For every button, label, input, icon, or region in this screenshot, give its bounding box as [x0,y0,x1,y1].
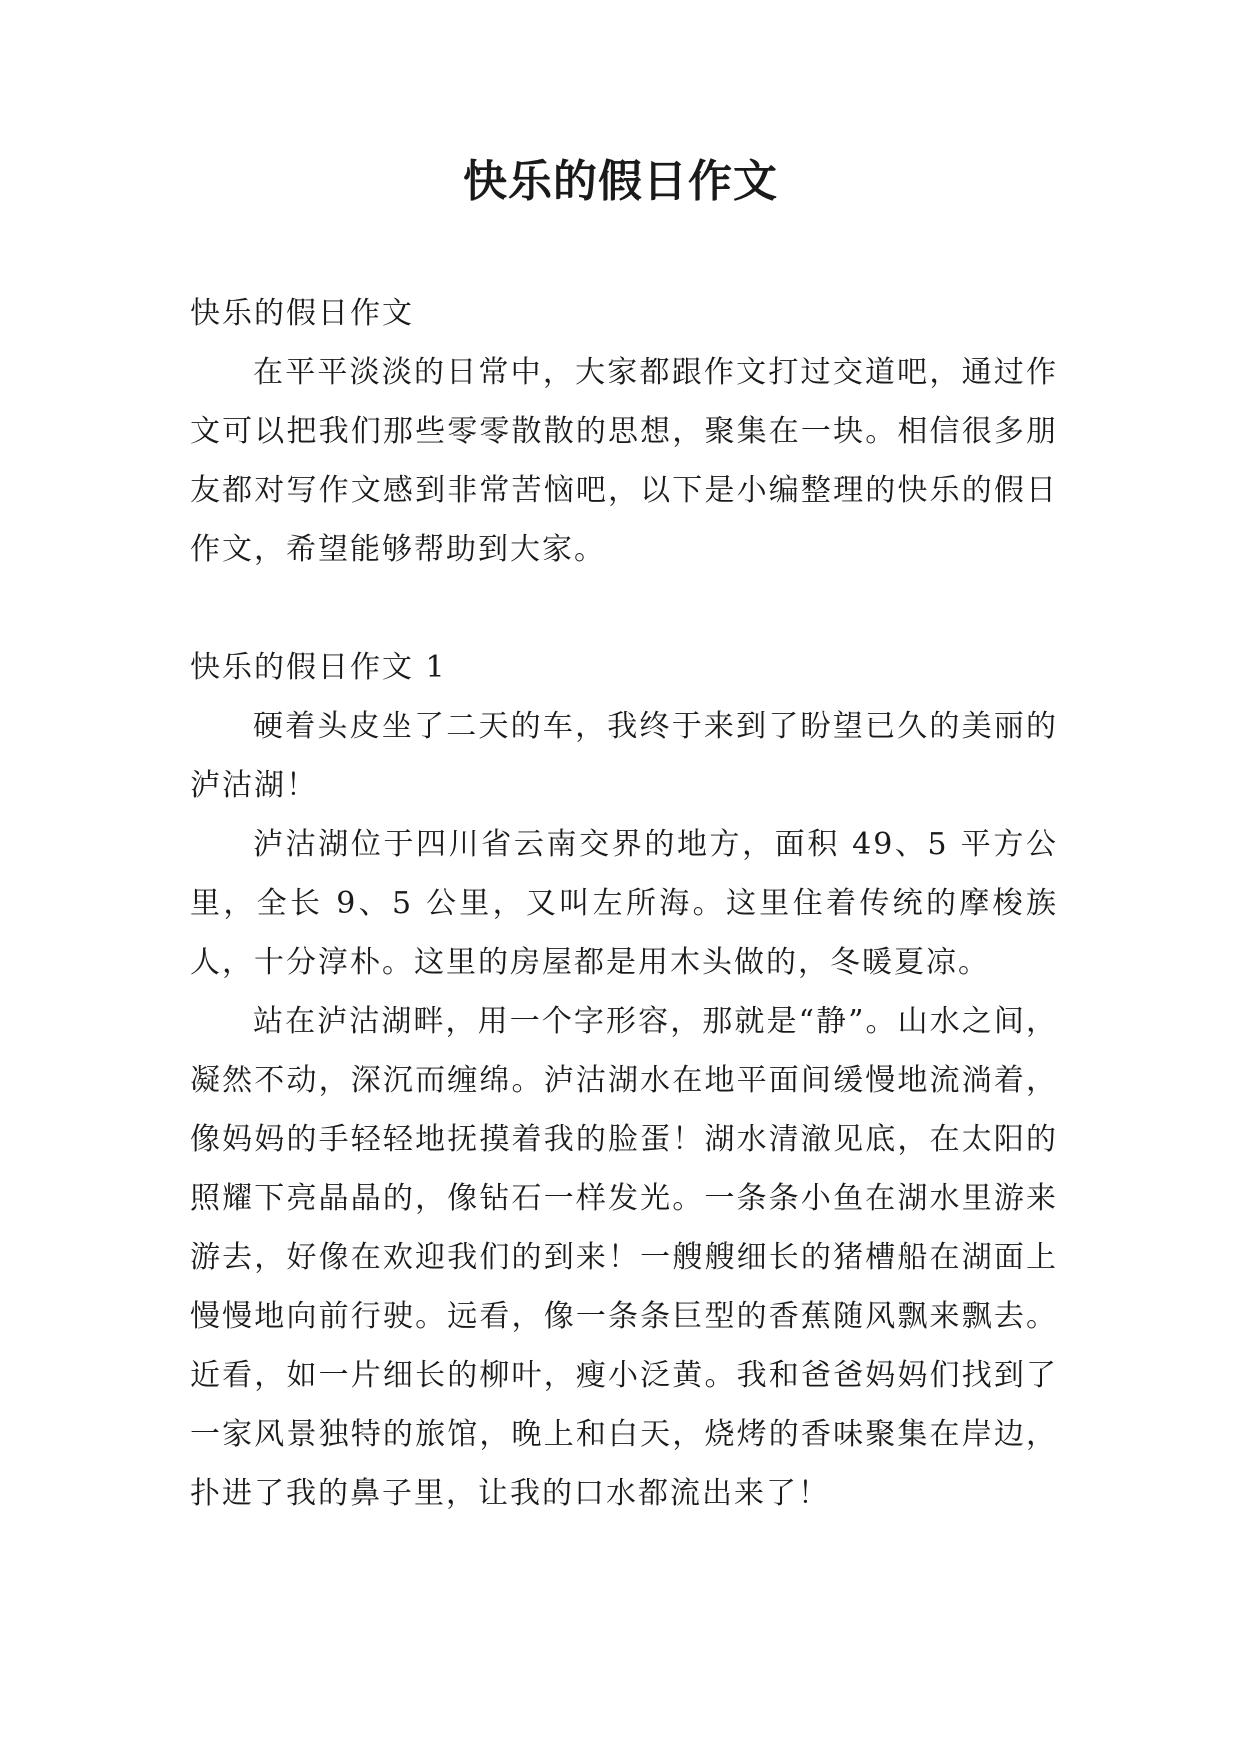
intro-heading: 快乐的假日作文 [190,296,414,331]
essay-1-heading: 快乐的假日作文 1 [190,650,447,685]
essay-1-paragraph-2: 泸沽湖位于四川省云南交界的地方，面积 49、5 平方公里，全长 9、5 公里，又叫左所海。这里住着传统的摩梭族人，十分淳朴。这里的房屋都是用木头做的，冬暖夏凉。 [190,827,1058,980]
document-body [190,284,1058,1523]
essay-1-paragraph-1: 硬着头皮坐了二天的车，我终于来到了盼望已久的美丽的泸沽湖！ [190,709,1058,803]
intro-paragraph: 在平平淡淡的日常中，大家都跟作文打过交道吧，通过作文可以把我们那些零零散散的思想，聚集在一块。相信很多朋友都对写作文感到非常苦恼吧，以下是小编整理的快乐的假日作文，希望能够帮助到大家。 [190,355,1058,567]
essay-1-paragraph-3: 站在泸沽湖畔，用一个字形容，那就是“静”。山水之间，凝然不动，深沉而缠绵。泸沽湖水在地平面间缓慢地流淌着，像妈妈的手轻轻地抚摸着我的脸蛋！湖水清澈见底，在太阳的照耀下亮晶晶的，像钻石一样发光。一条条小鱼在湖水里游来游去，好像在欢迎我们的到来！一艘艘细长的猪槽船在湖面上慢慢地向前行驶。远看，像一条条巨型的香蕉随风飘来飘去。近看，如一片细长的柳叶，瘦小泛黄。我和爸爸妈妈们找到了一家风景独特的旅馆，晚上和白天，烧烤的香味聚集在岸边，扑进了我的鼻子里，让我的口水都流出来了！ [190,1004,1058,1511]
section-spacer [190,579,1058,638]
document-title: 快乐的假日作文 [463,156,778,207]
